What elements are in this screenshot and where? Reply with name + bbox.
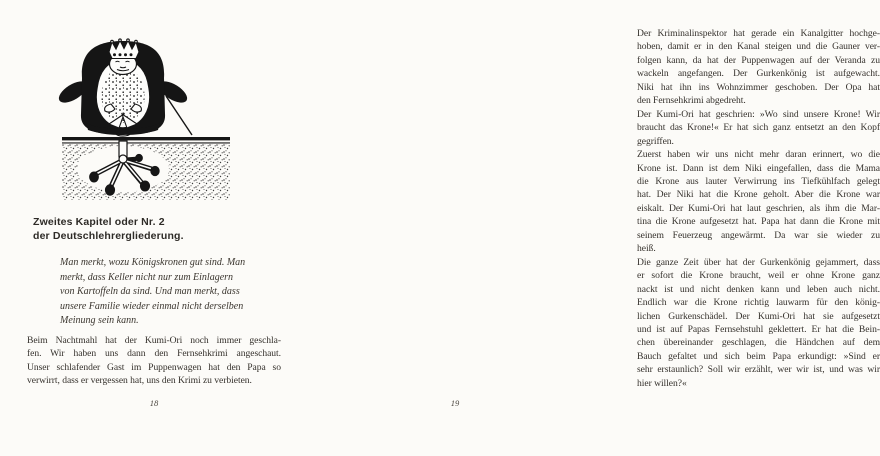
text-line: hoben, damit er in den Kanal steigen und die Gauner ver- — [637, 41, 880, 53]
text-line: lichen Gurkenschädel. Der Kumi-Ori hat sie aufgesetzt — [637, 310, 880, 322]
text-line: hat. Der Niki hat die Krone geholt. Aber die Krone war — [637, 189, 880, 201]
king-armchair-drawing — [62, 38, 230, 202]
text-line: den Fernsehkrimi abgedreht. — [637, 95, 746, 107]
text-line: Der Kumi-Ori hat geschrien: »Wo sind unsere Krone! Wir — [637, 108, 880, 120]
paragraph — [637, 27, 880, 108]
text-line: Bauch gefaltet und sich beim Papa erkundigt: »Sind er — [637, 350, 880, 362]
text-line: wackeln angefangen. Der Gurkenkönig ist aufgewacht. — [637, 68, 880, 80]
text-line: Krone ist. Dann ist dem Niki eingefallen, dass die Mama — [637, 162, 880, 174]
text-line: von Kartoffeln da sind. Und man merkt, dass — [60, 286, 240, 298]
text-line: unsere Familie wieder einmal nicht derselben — [60, 300, 244, 312]
text-line: Man merkt, wozu Königskronen gut sind. Man — [60, 257, 246, 268]
text-line: er sofort die Krone braucht, weil er ohne Krone ganz — [637, 270, 880, 282]
text-line: fen. Wir haben uns dann den Fernsehkrimi angeschaut. — [27, 348, 281, 360]
text-line: hier willen?« — [637, 377, 687, 389]
paragraph — [637, 148, 880, 256]
text-line: gegriffen. — [637, 135, 674, 147]
text-line: sehr erstaunlich? Soll wir erzählt, wer wir ist, und was wir — [637, 364, 880, 376]
table-edge-rule — [62, 137, 230, 140]
text-line: und ist auf Papas Fernsehstuhl geklettert. Er hat die Bein- — [637, 323, 880, 335]
right-page-number: 19 — [450, 398, 460, 408]
left-body-text — [27, 334, 281, 388]
page-right — [300, 0, 880, 456]
text-line: tina die Krone aufgesetzt hat. Papa hat dann die Krone mit — [637, 216, 880, 228]
chapter-heading — [33, 215, 283, 243]
text-line: chen übereinander geschlagen, die Händchen auf dem — [637, 337, 880, 349]
page-left — [0, 0, 300, 456]
text-line: merkt, dass Keller nicht nur zum Einlagern — [60, 271, 234, 283]
right-body-text — [637, 27, 880, 390]
left-page-number: 18 — [149, 398, 159, 408]
chapter-motto — [60, 256, 290, 329]
text-line: seinem Feuerzeug angewärmt. Da war sie wieder zu — [637, 229, 880, 241]
text-line: Endlich war die Krone richtig lauwarm für den könig- — [637, 297, 880, 309]
paragraph — [637, 108, 880, 148]
text-line: Zuerst haben wir uns nicht mehr daran erinnert, wo die — [637, 149, 880, 161]
text-line: Niki hat ihn ins Wohnzimmer geschoben. Der Opa hat — [637, 81, 880, 93]
text-line: folgen kann, da hat der Puppenwagen auf der Veranda zu — [637, 54, 880, 66]
text-line: eiskalt. Der Kumi-Ori hat laut geschrien, als ihm die Mar- — [637, 202, 880, 214]
gurkenkoenig-illustration — [62, 38, 230, 202]
text-line: Meinung sein kann. — [60, 315, 139, 327]
text-line: heiß. — [637, 243, 656, 255]
paragraph — [637, 256, 880, 391]
text-line: der Deutschlehrergliederung. — [33, 230, 184, 242]
text-line: verwirrt, dass er vergessen hat, uns den Krimi zu verbieten. — [27, 375, 252, 387]
text-line: Beim Nachtmahl hat der Kumi-Ori noch immer geschla- — [27, 335, 281, 346]
text-line: Die ganze Zeit über hat der Gurkenkönig gejammert, dass — [637, 256, 880, 268]
text-line: Unser schlafender Gast im Puppenwagen hat den Papa so — [27, 361, 281, 373]
text-line: Zweites Kapitel oder Nr. 2 — [33, 216, 165, 228]
text-line: Der Kriminalinspektor hat gerade ein Kanalgitter hochge- — [637, 28, 880, 39]
text-line: die Krone aus lauter Verwirrung ins Tiefkühlfach gelegt — [637, 175, 880, 187]
text-line: braucht das Krone!« Er hat sich ganz entsetzt an den Kopf — [637, 122, 880, 134]
text-line: nackt ist und nicht denken kann und leben auch nicht. — [637, 283, 880, 295]
